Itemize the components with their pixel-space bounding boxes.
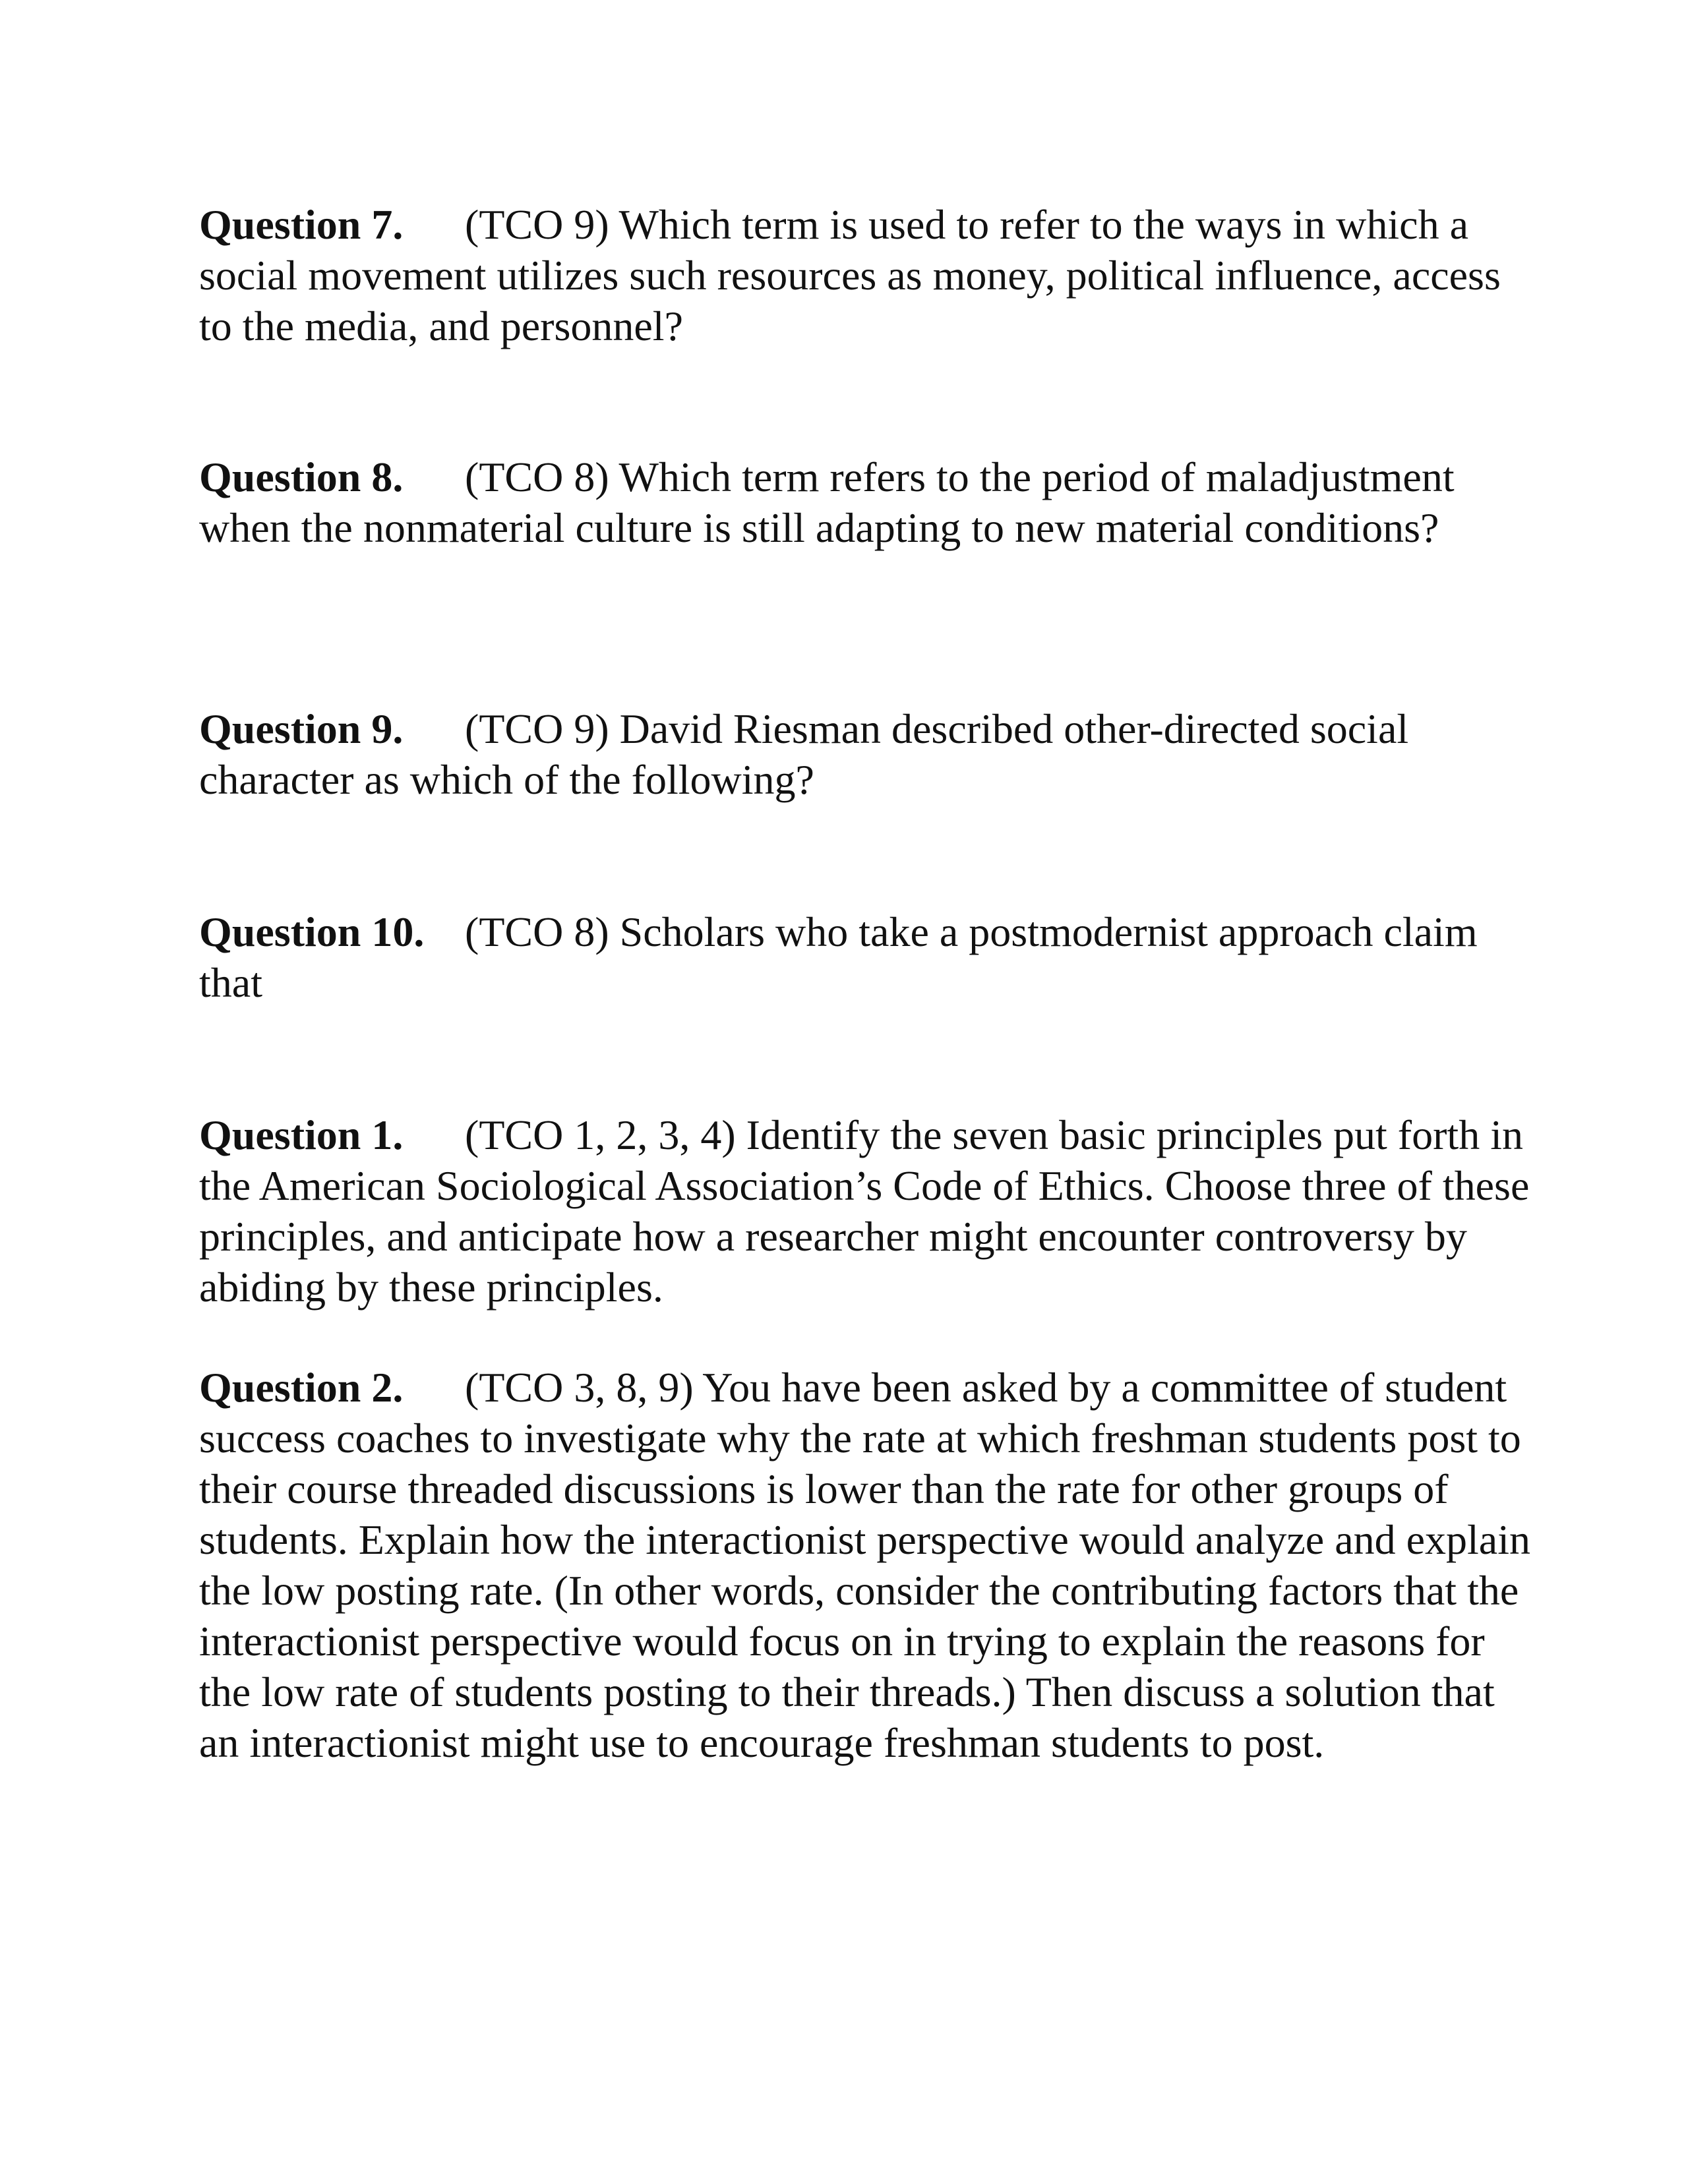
question-text: (TCO 9) Which term is used to refer to the ways in which a social movement utilizes such resources as money, political influence, access to the media, and personnel?: [199, 201, 1501, 349]
question-label: Question 10.: [199, 908, 425, 955]
question-9: [199, 703, 1531, 805]
question-label: Question 2.: [199, 1364, 404, 1411]
question-8: [199, 452, 1531, 553]
question-text: (TCO 9) David Riesman described other-directed social character as which of the following?: [199, 705, 1409, 803]
question-2: [199, 1362, 1531, 1768]
question-label: Question 9.: [199, 705, 404, 752]
question-text: (TCO 3, 8, 9) You have been asked by a committee of student success coaches to investigate why the rate at which freshman students post to their course threaded discussions is lower than the rate for other groups of students. Explain how the interactionist perspective would analyze and explain the low posting rate. (In other words, consider the contributing factors that the interactionist perspective would focus on in trying to explain the reasons for the low rate of students posting to their threads.) Then discuss a solution that an interactionist might use to encourage freshman students to post.: [199, 1364, 1530, 1766]
question-1: [199, 1109, 1531, 1313]
question-10: [199, 906, 1531, 1008]
question-label: Question 7.: [199, 201, 404, 248]
question-label: Question 1.: [199, 1111, 404, 1158]
question-label: Question 8.: [199, 454, 404, 500]
question-text: (TCO 8) Which term refers to the period of maladjustment when the nonmaterial culture is still adapting to new material conditions?: [199, 454, 1455, 551]
question-7: [199, 199, 1531, 351]
question-text: (TCO 1, 2, 3, 4) Identify the seven basic principles put forth in the American Sociological Association’s Code of Ethics. Choose three of these principles, and anticipate how a researcher might encounter controversy by abiding by these principles.: [199, 1111, 1530, 1311]
question-text: (TCO 8) Scholars who take a postmodernist approach claim that: [199, 908, 1478, 1006]
